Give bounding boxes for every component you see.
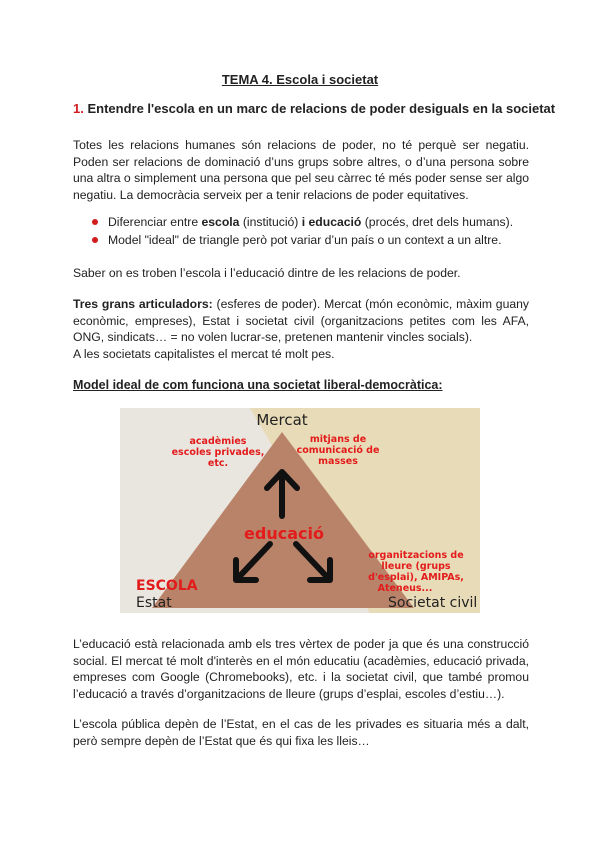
bullet-dot-icon bbox=[92, 219, 98, 225]
page-title: TEMA 4. Escola i societat bbox=[221, 72, 379, 87]
note-right-line: mitjans de bbox=[309, 434, 367, 445]
label-educacio: educació bbox=[244, 524, 324, 543]
model-title: Model ideal de com funciona una societat liberal-democràtica: bbox=[73, 378, 443, 392]
label-escola: ESCOLA bbox=[136, 578, 198, 594]
note-bottom-right-line: d'esplai), AMIPAs, bbox=[368, 572, 464, 583]
articulators-label: Tres grans articuladors: bbox=[73, 297, 213, 311]
triangle-diagram bbox=[120, 408, 480, 613]
note-bottom-right-line: lleure (grups bbox=[381, 561, 451, 572]
paragraph-articulators: Tres grans articuladors: (esferes de poder). Mercat (món econòmic, màxim guany econòmic, empreses), Estat i societat civil (organitzacions petites com les AFA, ONG, sindicats… = no volen lucrar-se, pretenen mantenir vincles socials). A les societats capitalistes el mercat té molt pes. bbox=[73, 297, 530, 361]
bullet-dot-icon bbox=[92, 237, 98, 243]
section-heading bbox=[73, 101, 555, 116]
list-item: Diferenciar entre escola (institució) i educació (procés, dret dels humans). bbox=[92, 213, 532, 231]
section-number: 1. bbox=[73, 101, 84, 116]
note-left-line: escoles privades, bbox=[171, 447, 265, 458]
note-right-line: masses bbox=[318, 456, 358, 467]
section-heading-text: Entendre l'escola en un marc de relacions de poder desiguals en la societat bbox=[87, 101, 556, 116]
paragraph-public-school: L’escola pública depèn de l’Estat, en el cas de les privades es situaria més a dalt, però sempre depèn de l’Estat que és qui fixa les lleis… bbox=[73, 717, 529, 748]
note-left-line: acadèmies bbox=[189, 436, 247, 447]
vertex-mercat: Mercat bbox=[256, 411, 308, 429]
bullet-list bbox=[92, 213, 532, 249]
paragraph-power-relations: Totes les relacions humanes són relacions de poder, no té perquè ser negatiu. Poden ser relacions de dominació d’uns grups sobre altres, o d’una persona sobre una altra o simplement una persona que pel seu càrrec té més poder sense ser algo negatiu. La democràcia serveix per a tenir relacions de poder equitatives. bbox=[73, 138, 529, 202]
list-item: Model "ideal" de triangle però pot variar d’un país o un context a un altre. bbox=[92, 231, 532, 249]
note-bottom-right-line: organitzacions de bbox=[368, 550, 464, 561]
vertex-estat: Estat bbox=[136, 595, 172, 611]
capitalism-line: A les societats capitalistes el mercat té molt pes. bbox=[73, 346, 335, 361]
note-bottom-right-line: Ateneus... bbox=[377, 583, 433, 594]
paragraph-where: Saber on es troben l’escola i l’educació dintre de les relacions de poder. bbox=[73, 266, 461, 280]
note-right-line: comunicació de bbox=[296, 445, 380, 456]
vertex-societat-civil: Societat civil bbox=[388, 595, 478, 611]
note-left-line: etc. bbox=[207, 458, 229, 469]
paragraph-education-relations: L’educació està relacionada amb els tres vèrtex de poder ja que és una construcció social. El mercat té molt d'interès en el món educatiu (acadèmies, educació privada, empreses com Google (Chromebooks), etc. i la societat civil, que també promou l’educació a través d’organitzacions de lleure (grups d’esplai, escoles d’estiu…). bbox=[73, 637, 529, 701]
